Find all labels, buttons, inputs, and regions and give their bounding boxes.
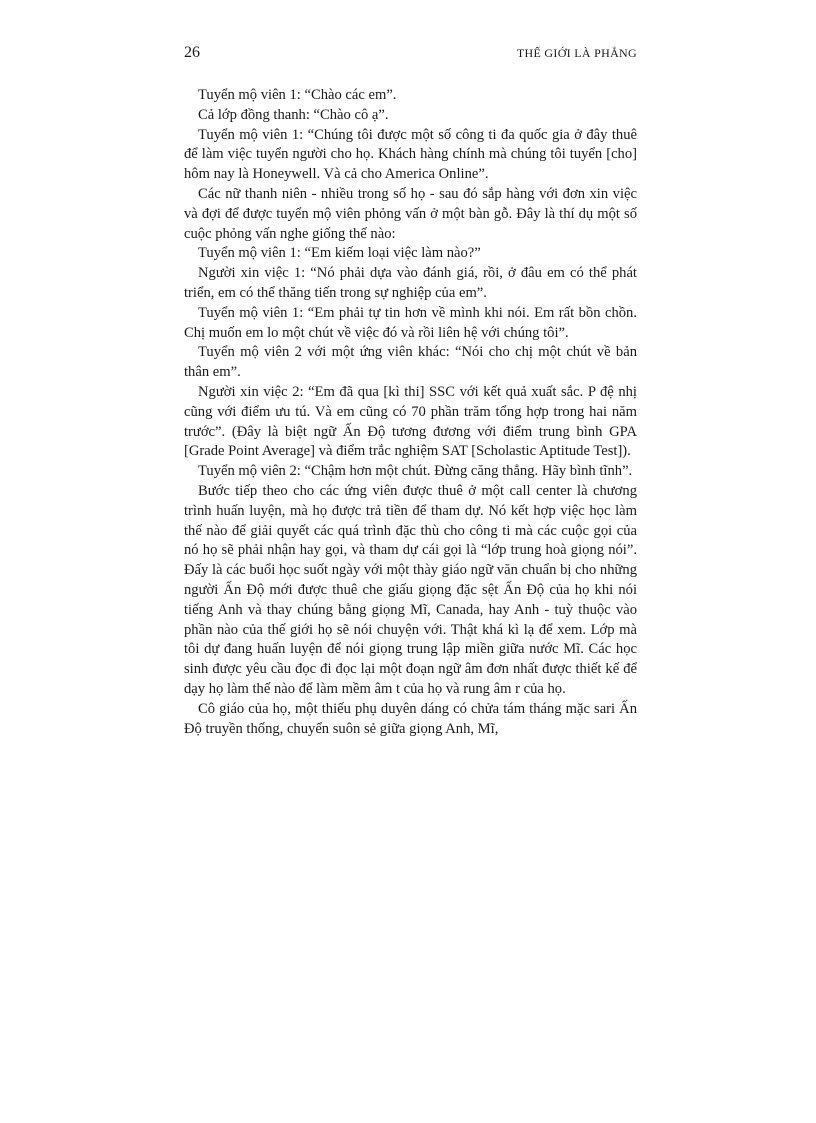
paragraph: Tuyển mộ viên 2: “Chậm hơn một chút. Đừng căng thẳng. Hãy bình tĩnh”. [198,463,633,480]
page-number: 26 [184,44,200,61]
page-header [184,44,637,68]
paragraph: Tuyển mộ viên 1: “Chào các em”. [198,87,397,103]
paragraph: Tuyển mộ viên 1: “Em phải tự tin hơn về mình khi nói. Em rất bồn chồn. Chị muốn em lo một chút về việc đó và rồi liên hệ với chúng tôi”. [184,304,637,341]
paragraph: Người xin việc 2: “Em đã qua [kì thi] SSC với kết quả xuất sắc. P đệ nhị cũng với điểm ưu tú. Và em cũng có 70 phần trăm tổng hợp trong hai năm trước”. (Đây là biệt ngữ Ấn Độ tương đương với điểm trung bình GPA [Grade Point Average] và điểm trắc nghiệm SAT [Scholastic Aptitude Test]). [184,383,637,460]
paragraph: Tuyển mộ viên 1: “Em kiếm loại việc làm nào?” [198,245,481,262]
paragraph: Cô giáo của họ, một thiếu phụ duyên dáng có chửa tám tháng mặc sari Ấn Độ truyền thống, chuyển suôn sẻ giữa giọng Anh, Mĩ, [184,700,637,737]
paragraph: Các nữ thanh niên - nhiều trong số họ - sau đó sắp hàng với đơn xin việc và đợi để được tuyển mộ viên phỏng vấn ở một bàn gỗ. Đây là thí dụ một số cuộc phỏng vấn nghe giống thế nào: [184,185,637,242]
paragraph: Cả lớp đồng thanh: “Chào cô ạ”. [198,106,389,123]
page-body [184,86,637,739]
paragraph: Tuyển mộ viên 2 với một ứng viên khác: “Nói cho chị một chút về bản thân em”. [184,344,637,381]
paragraph: Người xin việc 1: “Nó phải dựa vào đánh giá, rồi, ở đâu em có thể phát triển, em có thể thăng tiến trong sự nghiệp của em”. [184,265,637,301]
paragraph: Tuyển mộ viên 1: “Chúng tôi được một số công ti đa quốc gia ở đây thuê để làm việc tuyển người cho họ. Khách hàng chính mà chúng tôi tuyển [cho] hôm nay là Honeywell. Và cả cho America Online”. [184,126,637,183]
paragraph: Bước tiếp theo cho các ứng viên được thuê ở một call center là chương trình huấn luyện, mà họ được trả tiền để tham dự. Nó kết hợp việc học làm thế nào để giải quyết các quá trình đặc thù cho công ti mà các cuộc gọi của nó họ sẽ phải nhận hay gọi, và tham dự cái gọi là “lớp trung hoà giọng nói”. Đấy là các buổi học suốt ngày với một thày giáo ngữ văn chuẩn bị cho những người Ấn Độ mới được thuê che giấu giọng đặc sệt Ấn Độ của họ khi nói tiếng Anh và thay chúng bằng giọng Mĩ, Canada, hay Anh - tuỳ thuộc vào phần nào của thế giới họ sẽ nói chuyện với. Thật khá kì lạ để xem. Lớp mà tôi dự đang huấn luyện để nói giọng trung lập miền giữa nước Mĩ. Các học sinh được yêu cầu đọc đi đọc lại một đoạn ngữ âm đơn nhất được thiết kế để dạy họ làm thế nào để làm mềm âm t của họ và rung âm r của họ. [184,482,637,697]
book-page [184,44,637,739]
running-title: THẾ GIỚI LÀ PHẲNG [516,46,637,60]
